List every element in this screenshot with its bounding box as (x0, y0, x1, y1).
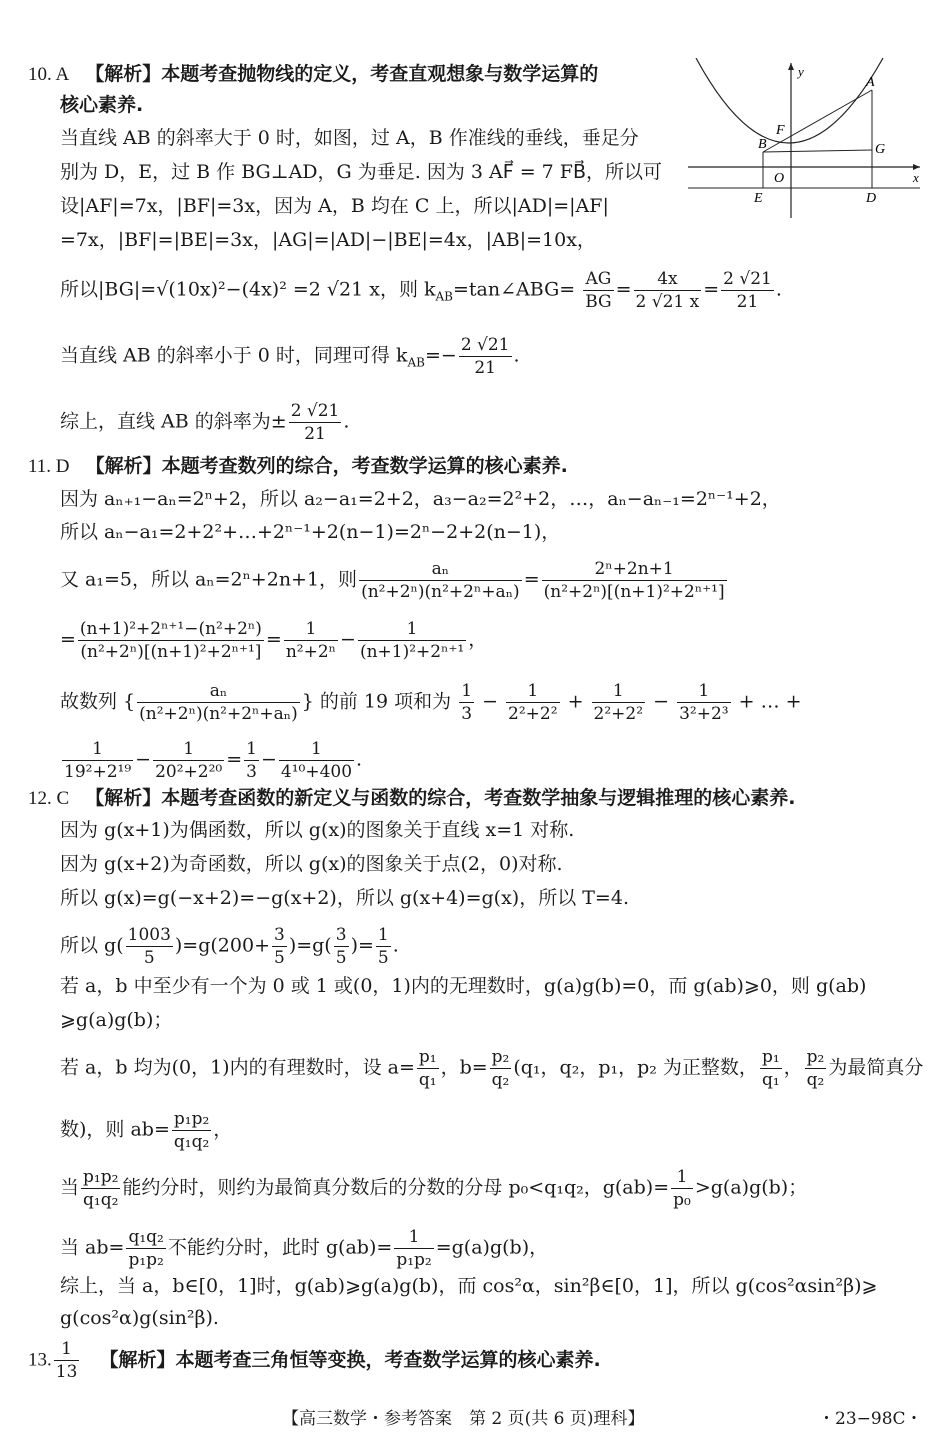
frac-numerator: 1 (612, 681, 624, 701)
label-b: B (758, 137, 767, 152)
footer-page-info: 【高三数学・参考答案 第 2 页(共 6 页)理科】 (282, 1409, 645, 1429)
q13-heading-text: 【解析】本题考查三角恒等变换，考查数学运算的核心素养. (99, 1348, 601, 1371)
frac-denominator: 3 (461, 704, 473, 724)
frac-denominator: n²+2ⁿ (285, 642, 337, 662)
frac-denominator: q₂ (806, 1070, 825, 1090)
q12-line9-pre: 当 (60, 1176, 80, 1199)
frac-denominator: 3²+2³ (679, 704, 729, 724)
q12-line7: 若 a，b 均为(0，1)内的有理数时，设 a= $\frac{\text{p₁}}{\text{q₁}}$ ，b= $\frac{\text{p₂}}{\text{q₂}}$ (q₁，q₂，p₁，p₂ 为正整数， $\frac{\text{p₁}}{\text{q₁}}$ ， $\frac{\text{p₂}}{\text{q₂}}$ 为最简真分 (60, 1047, 924, 1090)
q12-line8-pre: 数)，则 ab= (60, 1118, 170, 1141)
frac-numerator: 1 (92, 739, 103, 759)
q11-line6-term1 (62, 738, 133, 783)
q12-line2: 因为 g(x+2)为奇函数，所以 g(x)的图象关于点(2，0)对称. (60, 853, 563, 875)
q13-heading (28, 1338, 601, 1383)
q12-line4-mid2: )=g( (288, 934, 332, 957)
q10-line2: 别为 D，E，过 B 作 BG⊥AD，G 为垂足. 因为 3 AF⃗ = 7 FB⃗，所以可 (60, 161, 662, 183)
frac-denominator: q₁ (761, 1070, 780, 1090)
line-ab (763, 90, 872, 152)
label-f: F (776, 123, 785, 138)
frac-denominator: q₁ (418, 1070, 437, 1090)
q11-line3: 又 a₁=5，所以 aₙ=2ⁿ+2n+1，则 $\frac{\text{aₙ}}{\text{(n²+2ⁿ)(n²+2ⁿ+aₙ)}}$ = $\frac{\text{2ⁿ+2n+1}}{\text{(n²+2ⁿ)[(n+1)²+2ⁿ⁺¹]}}$ (60, 559, 725, 602)
q10-line1: 当直线 AB 的斜率大于 0 时，如图，过 A，B 作准线的垂线，垂足分 (60, 127, 639, 149)
q12-line9-frac1 (81, 1166, 120, 1211)
frac-denominator: (n²+2ⁿ)(n²+2ⁿ+aₙ) (139, 704, 298, 724)
frac-numerator: 1 (676, 1167, 688, 1187)
q12-line10-mid: 不能约分时，此时 g(ab)= (167, 1236, 393, 1259)
label-d: D (866, 191, 877, 206)
q10-line5-mid: =tan∠ABG= (453, 278, 576, 301)
frac-numerator: 1 (406, 619, 418, 639)
frac-denominator: (n²+2ⁿ)[(n+1)²+2ⁿ⁺¹] (78, 640, 264, 663)
q11-line6-term2 (153, 738, 224, 783)
label-y: y (798, 64, 804, 79)
q10-number: 10. A (28, 64, 70, 85)
frac-denominator: 2²+2² (593, 704, 644, 724)
frac-denominator: q₂ (491, 1070, 510, 1090)
q11-heading-text: 【解析】本题考查数列的综合，考查数学运算的核心素养. (85, 455, 568, 477)
q11-line5-term2 (506, 680, 560, 725)
frac-numerator: 1 (461, 681, 473, 701)
q12-line4-mid3: )= (350, 934, 374, 957)
q12-line10-tail: =g(a)g(b)， (435, 1236, 549, 1259)
frac-denominator: (n+1)²+2ⁿ⁺¹ (359, 642, 465, 662)
q10-frac-4x (634, 268, 702, 313)
label-o: O (774, 171, 785, 186)
q11-line5-mid: } 的前 19 项和为 (301, 690, 452, 713)
q10-line3: 设|AF|=7x，|BF|=3x，因为 A，B 均在 C 上，所以|AD|=|AF| (60, 195, 609, 217)
frac-numerator: p₁p₂ (173, 1109, 210, 1129)
q12-line7-frac2 (490, 1046, 512, 1091)
q12-line4-mid1: )=g(200+ (174, 934, 270, 957)
frac-numerator: AG (585, 269, 612, 289)
frac-numerator: aₙ (431, 559, 450, 579)
q10-frac-ag-bg (583, 268, 613, 313)
q12-heading-text: 【解析】本题考查函数的新定义与函数的综合，考查数学抽象与逻辑推理的核心素养. (85, 787, 796, 809)
q10-heading-text: 【解析】本题考查抛物线的定义，考查直观想象与数学运算的 (85, 63, 599, 85)
q11-line5-pre: 故数列 { (60, 690, 136, 713)
q12-line7-frac4 (805, 1046, 827, 1091)
q10-line4: =7x，|BF|=|BE|=3x，|AG|=|AD|−|BE|=4x，|AB|=10x， (60, 229, 596, 251)
q13-answer (54, 1338, 80, 1383)
q10-line5: 所以|BG|=√(10x)²−(4x)² =2 √21 x，则 $k_{AB}=\tan\angle ABG=$ $\frac{AG}{BG}$ = $\frac{4x}{2 √21 x}$ = $\frac{2 √21}{21}$ . (60, 269, 782, 312)
q11-line6-term3 (244, 738, 259, 783)
q12-line4-pre: 所以 g( (60, 934, 124, 957)
frac-numerator: p₁p₂ (83, 1167, 119, 1187)
frac-numerator: p₂ (491, 1047, 510, 1067)
q11-line3-frac1 (359, 558, 522, 603)
frac-denominator: p₀ (673, 1190, 691, 1210)
q12-line7-mid2: (q₁，q₂，p₁，p₂ 为正整数， (513, 1056, 758, 1079)
q11-line6: $\frac{1}{\text{19²+2¹⁹}}$ − $\frac{1}{\text{20²+2²⁰}}$ = $\frac{1}{3}$ − $\frac{1}{\text{4¹⁰+400}}$ . (64, 739, 363, 782)
q10-line7-pre: 综上，直线 AB 的斜率为± (60, 410, 287, 433)
frac-numerator: 3 (273, 925, 285, 945)
frac-denominator: 21 (721, 290, 774, 313)
frac-numerator: 1 (698, 681, 710, 701)
q11-line1: 因为 aₙ₊₁−aₙ=2ⁿ+2，所以 a₂−a₁=2+2，a₃−a₂=2²+2，…，aₙ−aₙ₋₁=2ⁿ⁻¹+2， (60, 488, 781, 510)
parabola-curve (696, 58, 883, 143)
footer-code: ・23−98C・ (818, 1409, 923, 1429)
y-axis-arrow (788, 63, 794, 70)
frac-denominator: q₁q₂ (83, 1190, 119, 1210)
q12-line6: ⩾g(a)g(b)； (60, 1009, 173, 1031)
frac-numerator: p₁ (761, 1047, 780, 1067)
frac-denominator: p₁p₂ (396, 1250, 432, 1270)
q10-heading (28, 60, 598, 89)
frac-numerator: 1 (377, 925, 389, 945)
q10-line6: 当直线 AB 的斜率小于 0 时，同理可得 $k_{AB}=-$ $\frac{2 √21}{21}$ . (60, 335, 520, 378)
label-a: A (866, 75, 875, 90)
q12-line8: 数)，则 ab= $\frac{\text{p₁p₂}}{\text{q₁q₂}}$ ， (60, 1109, 233, 1152)
q12-heading (28, 784, 795, 813)
q11-line2: 所以 aₙ−a₁=2+2²+…+2ⁿ⁻¹+2(n−1)=2ⁿ−2+2(n−1)， (60, 521, 561, 543)
frac-numerator: 1 (408, 1227, 420, 1247)
q10-frac-result (721, 268, 774, 313)
frac-denominator: 21 (289, 422, 342, 445)
frac-denominator: 4¹⁰+400 (280, 762, 353, 782)
q13-number: 13. (28, 1349, 52, 1371)
frac-denominator: 13 (55, 1362, 78, 1382)
q12-line5: 若 a，b 中至少有一个为 0 或 1 或(0，1)内的无理数时，g(a)g(b)=0，而 g(ab)⩾0，则 g(ab) (60, 975, 867, 997)
q12-line7-pre: 若 a，b 均为(0，1)内的有理数时，设 a= (60, 1056, 415, 1079)
frac-denominator: 5 (273, 948, 285, 968)
q10-line6-sub: AB (407, 355, 425, 370)
label-e: E (754, 191, 763, 206)
frac-numerator: p₁ (418, 1047, 437, 1067)
q12-line10-frac1 (126, 1226, 165, 1271)
frac-denominator: 2 √21 x (635, 292, 700, 312)
q11-number: 11. D (28, 456, 70, 477)
frac-denominator: 5 (126, 946, 173, 969)
frac-numerator: 1 (527, 681, 539, 701)
frac-numerator: q₁q₂ (128, 1227, 164, 1247)
q12-line10 (60, 1226, 548, 1271)
q12-line10-frac2 (394, 1226, 433, 1271)
q11-line3-pre: 又 a₁=5，所以 aₙ=2ⁿ+2n+1，则 (60, 568, 358, 591)
frac-denominator: 19²+2¹⁹ (64, 762, 132, 782)
q11-line6-term4 (279, 738, 354, 783)
frac-numerator: 1 (305, 619, 317, 639)
q10-line5-pre: 所以|BG|=√(10x)²−(4x)² =2 √21 x，则 k (60, 278, 436, 301)
q12-line7-frac1 (417, 1046, 439, 1091)
frac-numerator: 2 √21 (723, 269, 772, 289)
frac-denominator: 5 (377, 948, 389, 968)
q11-line4-frac1 (78, 618, 264, 663)
frac-numerator: 1 (183, 739, 195, 759)
line-bg (763, 150, 872, 152)
q12-line10-pre: 当 ab= (60, 1236, 125, 1259)
q11-line5-frac (137, 680, 300, 725)
frac-denominator: 20²+2²⁰ (155, 762, 223, 782)
q11-heading (28, 452, 568, 481)
q12-line1: 因为 g(x+1)为偶函数，所以 g(x)的图象关于直线 x=1 对称. (60, 819, 575, 841)
label-x: x (913, 170, 919, 185)
q11-line5-term4 (677, 680, 731, 725)
frac-denominator: 2²+2² (508, 704, 558, 724)
q12-line3: 所以 g(x)=g(−x+2)=−g(x+2)，所以 g(x+4)=g(x)，所以 T=4. (60, 887, 629, 909)
frac-numerator: 1 (61, 1339, 72, 1359)
frac-numerator: p₂ (806, 1047, 825, 1067)
q12-line7-mid1: ，b= (440, 1056, 488, 1079)
q12-line9 (60, 1166, 807, 1211)
frac-numerator: aₙ (209, 681, 228, 701)
frac-numerator: 2 √21 (290, 401, 340, 421)
label-g: G (875, 142, 886, 157)
q11-line5-term1 (459, 680, 474, 725)
frac-numerator: 1003 (127, 925, 171, 945)
q10-heading-cont: 核心素养. (60, 94, 144, 116)
frac-numerator: 4x (657, 269, 678, 289)
frac-denominator: BG (585, 292, 612, 312)
q12-line11: 综上，当 a，b∈[0，1]时，g(ab)⩾g(a)g(b)，而 cos²α，sin²β∈[0，1]，所以 g(cos²αsin²β)⩾ (60, 1275, 878, 1297)
q12-line4-frac2 (272, 924, 287, 969)
q11-line5-tail: + … + (738, 690, 802, 713)
q10-line7: 综上，直线 AB 的斜率为± $\frac{2 √21}{21}$ . (60, 401, 350, 444)
frac-denominator: (n²+2ⁿ)(n²+2ⁿ+aₙ) (361, 582, 520, 602)
q11-line4-frac2 (284, 618, 338, 663)
frac-denominator: (n²+2ⁿ)[(n+1)²+2ⁿ⁺¹] (543, 582, 725, 602)
frac-denominator: 5 (335, 948, 347, 968)
parabola-figure (688, 58, 928, 223)
frac-denominator: 21 (459, 356, 512, 379)
q11-line4: = $\frac{\text{(n+1)²+2ⁿ⁺¹−(n²+2ⁿ)}}{\text{(n²+2ⁿ)[(n+1)²+2ⁿ⁺¹]}}$ = $\frac{1}{\text{n²+2ⁿ}}$ − $\frac{1}{\text{(n+1)²+2ⁿ⁺¹}}$ ， (60, 619, 488, 662)
frac-denominator: q₁q₂ (173, 1132, 210, 1152)
q12-line8-frac (172, 1108, 211, 1153)
q10-line5-sub: AB (435, 289, 453, 304)
q12-line7-tail: 为最简真分 (828, 1056, 924, 1079)
q10-line7-frac (289, 400, 342, 445)
q12-line9-mid: 能约分时，则约为最简真分数后的分数的分母 p₀<q₁q₂，g(ab)= (122, 1176, 670, 1199)
frac-numerator: 1 (311, 739, 322, 759)
q11-line5: 故数列 { $\frac{\text{aₙ}}{\text{(n²+2ⁿ)(n²+2ⁿ+aₙ)}}$ } 的前 19 项和为 $\frac{1}{3}$ − $\frac{1}{\text{2²+2²}}$ + $\frac{1}{\text{2²+2²}}$ − $\frac{1}{\text{3²+2³}}$ + … + (60, 681, 802, 724)
frac-denominator: 3 (246, 762, 257, 782)
frac-numerator: 2ⁿ+2n+1 (594, 559, 674, 579)
q12-line4-frac3 (334, 924, 349, 969)
frac-numerator: 1 (246, 739, 257, 759)
q11-line4-frac3 (358, 618, 466, 663)
q12-line9-frac2 (671, 1166, 693, 1211)
q12-line7-frac3 (760, 1046, 782, 1091)
q10-line6-mid: =− (424, 344, 457, 367)
q12-line12: g(cos²α)g(sin²β). (60, 1307, 219, 1329)
q11-line5-term3 (592, 680, 646, 725)
q10-line6-frac (459, 334, 512, 379)
q12-number: 12. C (28, 788, 70, 809)
q10-line6-pre: 当直线 AB 的斜率小于 0 时，同理可得 k (60, 344, 408, 367)
frac-denominator: p₁p₂ (128, 1250, 164, 1270)
frac-numerator: 2 √21 (460, 335, 510, 355)
q12-line4: 所以 g( $\frac{1003}{5}$ )=g(200+ $\frac{3}{5}$ )=g( $\frac{3}{5}$ )= $\frac{1}{5}$ . (60, 925, 399, 968)
frac-numerator: (n+1)²+2ⁿ⁺¹−(n²+2ⁿ) (79, 619, 262, 639)
q12-line9-tail: >g(a)g(b)； (694, 1176, 808, 1199)
q11-line3-frac2 (542, 558, 727, 603)
frac-numerator: 3 (335, 925, 347, 945)
q12-line4-frac1 (126, 924, 173, 969)
q12-line4-frac4 (376, 924, 391, 969)
